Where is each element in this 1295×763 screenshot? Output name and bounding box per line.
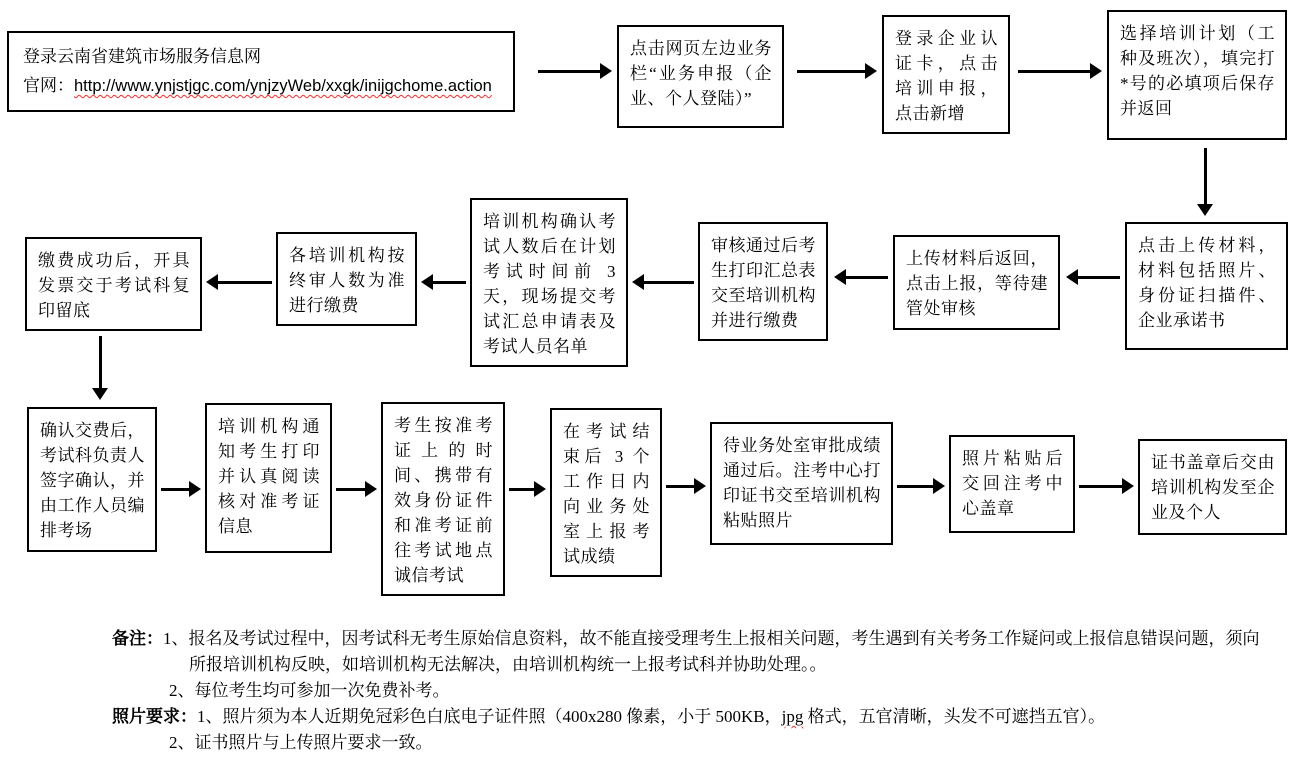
photo-item-2: 2、证书照片与上传照片要求一致。	[169, 733, 433, 752]
step-box-1	[7, 31, 515, 112]
step-1-url-label: 官网：	[23, 76, 74, 95]
notes-section	[112, 626, 1260, 756]
remark-item-2: 2、每位考生均可参加一次免费补考。	[169, 681, 450, 700]
arrow-right-icon	[666, 478, 706, 494]
step-box-7: 审核通过后考生打印汇总表交至培训机构并进行缴费	[698, 222, 828, 341]
arrow-left-icon	[206, 274, 272, 290]
step-box-2: 点击网页左边业务栏“业务申报（企业、个人登陆）”	[617, 25, 784, 128]
step-box-3: 登录企业认证卡，点击培训申报，点击新增	[882, 15, 1010, 134]
step-1-url: http://www.ynjstjgc.com/ynjzyWeb/xxgk/inijgchome.action	[74, 77, 492, 95]
arrow-right-icon	[161, 481, 201, 497]
step-box-12: 培训机构通知考生打印并认真阅读核对准考证信息	[205, 403, 332, 553]
arrow-right-icon	[1018, 63, 1102, 79]
remark-label: 备注：	[112, 629, 163, 648]
jpg-word: jpg	[781, 707, 804, 726]
arrow-right-icon	[797, 63, 877, 79]
arrow-left-icon	[834, 269, 888, 285]
photo-item-1: 1、照片须为本人近期免冠彩色白底电子证件照（400x280 像素，小于 500KB，jpg 格式，五官清晰，头发不可遮挡五官）。	[197, 707, 1106, 726]
step-box-17: 证书盖章后交由培训机构发至企业及个人	[1138, 439, 1287, 535]
arrow-right-icon	[538, 63, 612, 79]
arrow-right-icon	[336, 481, 377, 497]
photo-requirements-label: 照片要求：	[112, 707, 197, 726]
step-box-16: 照片粘贴后交回注考中心盖章	[949, 435, 1075, 533]
step-box-5: 点击上传材料，材料包括照片、身份证扫描件、企业承诺书	[1125, 222, 1288, 350]
arrow-left-icon	[1066, 269, 1120, 285]
step-box-15: 待业务处室审批成绩通过后。注考中心打印证书交至培训机构粘贴照片	[710, 422, 893, 545]
step-box-6: 上传材料后返回，点击上报，等待建管处审核	[893, 235, 1060, 330]
arrow-right-icon	[509, 481, 546, 497]
step-box-13: 考生按准考证上的时间、携带有效身份证件和准考证前往考试地点诚信考试	[381, 402, 505, 596]
step-box-8: 培训机构确认考试人数后在计划考试时间前 3 天，现场提交考试汇总申请表及考试人员名单	[470, 198, 628, 367]
arrow-down-icon	[1197, 148, 1213, 216]
step-1-line2	[23, 71, 499, 101]
remark-item-1: 1、报名及考试过程中，因考试科无考生原始信息资料，故不能直接受理考生上报相关问题，考生遇到有关考务工作疑问或上报信息错误问题，须向所报培训机构反映，如培训机构无法解决，由培训机构统一上报考试科并协助处理。。	[163, 629, 1260, 674]
arrow-down-icon	[92, 336, 108, 400]
step-box-14: 在考试结束后 3 个工作日内向业务处室上报考试成绩	[550, 408, 662, 577]
arrow-right-icon	[897, 478, 945, 494]
step-box-10: 缴费成功后，开具发票交于考试科复印留底	[25, 237, 202, 331]
step-1-line1: 登录云南省建筑市场服务信息网	[23, 47, 261, 66]
step-box-9: 各培训机构按终审人数为准进行缴费	[276, 232, 417, 326]
remark-row-1	[112, 626, 1260, 678]
arrow-right-icon	[1079, 478, 1134, 494]
arrow-left-icon	[632, 274, 694, 290]
step-box-11: 确认交费后，考试科负责人签字确认，并由工作人员编排考场	[27, 407, 157, 552]
arrow-left-icon	[421, 274, 466, 290]
step-box-4: 选择培训计划（工种及班次），填完打*号的必填项后保存并返回	[1107, 10, 1287, 140]
photo-row-1	[112, 704, 1260, 730]
